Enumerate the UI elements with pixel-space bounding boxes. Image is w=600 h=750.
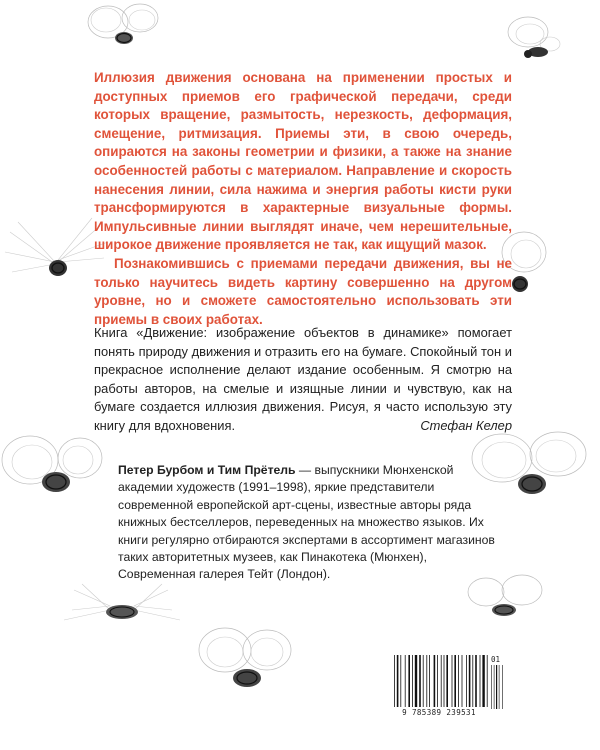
barcode-bar — [400, 655, 401, 707]
barcode-bar — [452, 655, 453, 707]
barcode-bar — [482, 655, 484, 707]
barcode-bar — [434, 655, 436, 707]
author-bio-text: — выпускники Мюнхенской академии художеств (1991–1998), яркие представители современной европейской арт-сцены, известные авторы ряда книжных бестселлеров, переведенных на множество языков. Их книги регулярно отбираются экспертами в ассортимент магазинов таких авторитетных музеев, как Пинакотека (Мюнхен), Современная галерея Тейт (Лондон). — [118, 463, 495, 582]
bee-illustration-top-right — [498, 14, 578, 69]
barcode-bar — [397, 655, 399, 707]
intro-text — [94, 69, 512, 329]
barcode-bar — [426, 655, 427, 707]
barcode-bar — [412, 655, 413, 707]
barcode-bar — [480, 655, 481, 707]
bee-illustration-right-middle — [500, 224, 600, 304]
bee-illustration-bottom-left — [62, 580, 182, 660]
barcode-bar — [408, 655, 410, 707]
barcode-bar — [394, 655, 395, 707]
barcode-addon-bar — [502, 665, 503, 709]
barcode-bar — [472, 655, 473, 707]
barcode-bar — [458, 655, 459, 707]
barcode-addon-bar — [499, 665, 500, 709]
intro-paragraph-2: Познакомившись с приемами передачи движения, вы не только научитесь видеть картину совершенно на другом уровне, но и сможете самостоятельно использовать эти приемы в своих работах. — [94, 255, 512, 327]
barcode-digits: 9 785389 239531 — [402, 708, 476, 717]
barcode-bar — [415, 655, 417, 707]
barcode-bar — [454, 655, 456, 707]
barcode-bar — [446, 655, 448, 707]
barcode-bar — [423, 655, 424, 707]
barcode-bar — [429, 655, 430, 707]
intro-paragraph: Иллюзия движения основана на применении простых и доступных приемов его графической передачи, среди которых вращение, размытость, нерезкость, деформация, смещение, ритмизация. Приемы эти, в свою очередь, опираются на законы геометрии и физики, а также на знание особенностей работы с материалом. Направление и скорость нанесения линии, сила нажима и энергия работы кисти руки трансформируются в характерные визуальные формы. Импульсивные линии выглядят иначе, чем нерешительные, широкое движение проявляется не так, как ищущий мазок. — [94, 70, 512, 253]
barcode-bar — [419, 655, 421, 707]
barcode-addon-bar — [494, 665, 495, 709]
barcode-bar — [475, 655, 477, 707]
barcode-bar — [469, 655, 471, 707]
barcode-addon-bar — [491, 665, 492, 709]
author-names: Петер Бурбом и Тим Прётель — [118, 463, 296, 477]
isbn-barcode — [391, 653, 506, 728]
barcode-bar — [487, 655, 488, 707]
bee-illustration-bottom-center — [195, 620, 305, 730]
barcode-bars — [391, 653, 506, 711]
barcode-addon-bar — [496, 665, 497, 709]
barcode-bar — [405, 655, 406, 707]
barcode-bar — [441, 655, 442, 707]
bee-illustration-left-lower — [0, 430, 130, 520]
quote-author: Стефан Келер — [420, 418, 512, 433]
barcode-bar — [437, 655, 438, 707]
barcode-bar — [466, 655, 467, 707]
quote-text: Книга «Движение: изображение объектов в динамике» помогает понять природу движения и отразить его на бумаге. Спокойный тон и прекрасное исполнение делают издание особенным. Я смотрю на работы авторов, на смелые и изящные линии и чувствую, как на бумаге создается иллюзия движения. Рисуя, я часто использую эту книгу для вдохновения. — [94, 325, 512, 433]
barcode-addon: 01 — [491, 655, 501, 664]
author-bio — [118, 462, 500, 584]
barcode-bar — [462, 655, 463, 707]
bee-illustration-top-left — [86, 0, 166, 60]
barcode-bar — [444, 655, 445, 707]
